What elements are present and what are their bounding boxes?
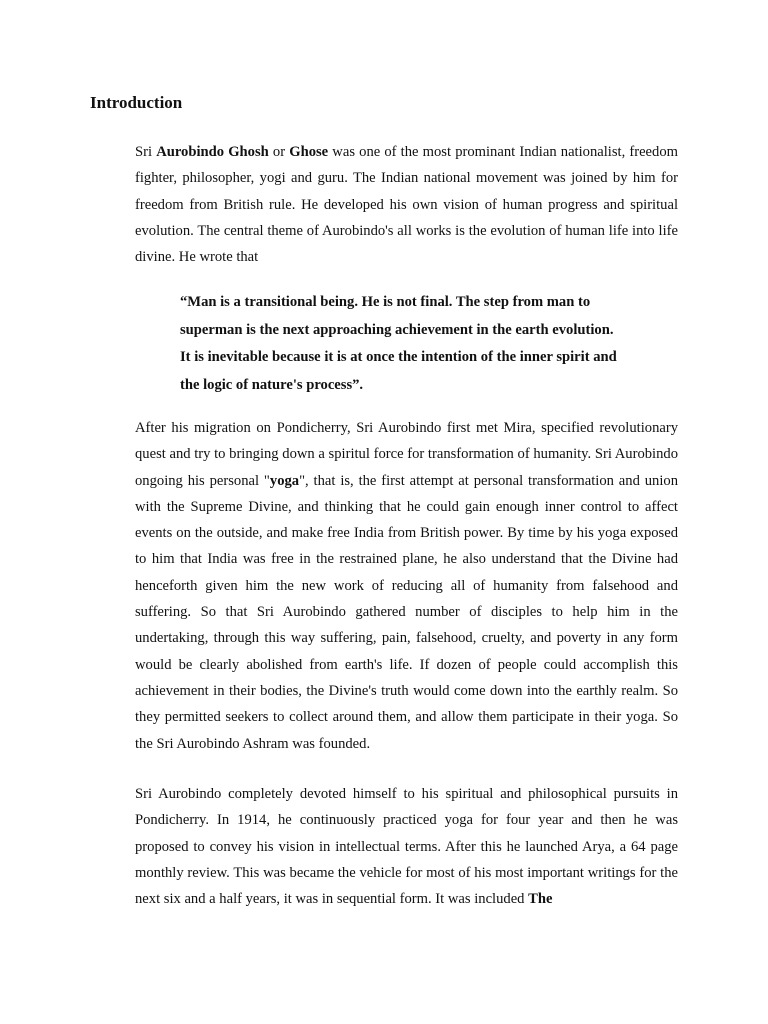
bold-word-yoga: yoga bbox=[269, 472, 300, 489]
text-run: ", that is, the first attempt at personal transformation and union with the Supreme Divine, and thinking that he could gain enough inner control to affect events on the outside, and make free India from British power. By time by his yoga exposed to him that India was free in the restrained plane, he also understand that the Divine had henceforth given him the new work of reducing all of humanity from falsehood and suffering. So that Sri Aurobindo gathered number of disciples to help him in the undertaking, through this way suffering, pain, falsehood, cruelty, and poverty in any form would be clearly abolished from earth's life. If dozen of people could accomplish this achievement in their bodies, the Divine's truth would come down into the earthly realm. So they permitted seekers to collect around them, and allow them participate in their yoga. So the Sri Aurobindo Ashram was founded. bbox=[135, 472, 678, 752]
paragraph-intro bbox=[135, 139, 678, 270]
text-run: After his migration on Pondicherry, Sri Aurobindo first met Mira, specified revolutionary quest and try to bringing down a spiritul force for transformation of humanity. Sri Aurobindo ongoing his personal " bbox=[135, 420, 678, 489]
bold-word-the: The bbox=[528, 891, 553, 908]
quote-line: superman is the next approaching achievement in the earth evolution. bbox=[180, 321, 614, 338]
quote-line: “Man is a transitional being. He is not final. The step from man to bbox=[180, 294, 591, 310]
section-heading: Introduction bbox=[90, 93, 183, 112]
bold-name-ghose: Ghose bbox=[289, 144, 329, 160]
text-run: or bbox=[268, 144, 290, 160]
paragraph-pondicherry bbox=[135, 415, 678, 757]
block-quote bbox=[180, 289, 650, 399]
paragraph-arya bbox=[135, 781, 678, 912]
text-run: Sri bbox=[135, 144, 157, 160]
quote-line: the logic of nature's process”. bbox=[180, 376, 364, 393]
text-run: Sri Aurobindo completely devoted himself to his spiritual and philosophical pursuits in Pondicherry. In 1914, he continuously practiced yoga for four year and then he was proposed to convey his vision in intellectual terms. After this he launched Arya, a 64 page monthly review. This was became the vehicle for most of his most important writings for the next six and a half years, it was in sequential form. It was included bbox=[135, 786, 678, 908]
quote-line: It is inevitable because it is at once the intention of the inner spirit and bbox=[180, 349, 617, 365]
bold-name-aurobindo-ghosh: Aurobindo Ghosh bbox=[156, 144, 269, 160]
text-run: was one of the most prominant Indian nationalist, freedom fighter, philosopher, yogi and guru. The Indian national movement was joined by him for freedom from British rule. He developed his own vision of human progress and spiritual evolution. The central theme of Aurobindo's all works is the evolution of human life into life divine. He wrote that bbox=[135, 144, 678, 266]
